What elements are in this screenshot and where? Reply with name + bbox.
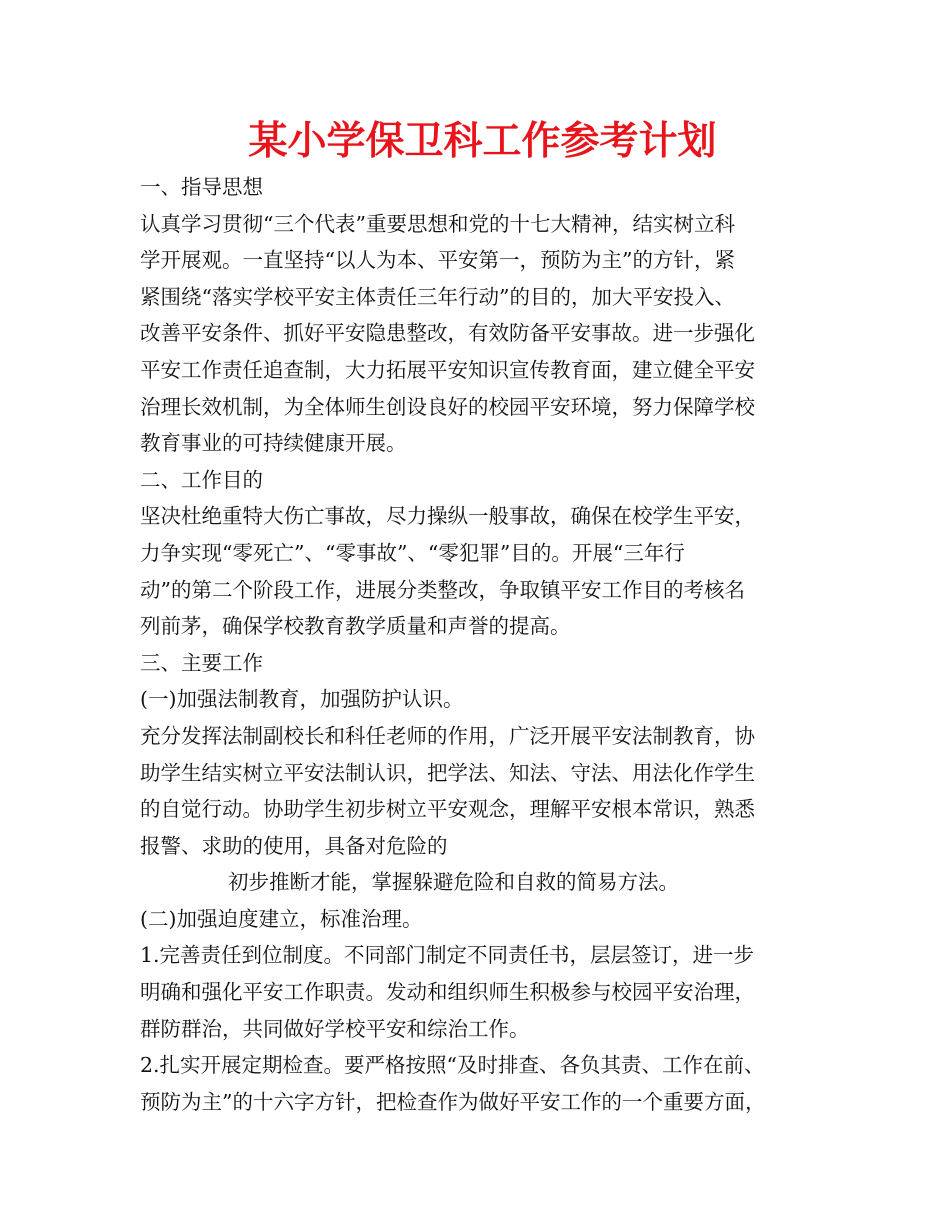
paragraph-line: 坚决杜绝重特大伤亡事故，尽力操纵一般事故，确保在校学生平安， <box>140 504 755 529</box>
paragraph-line-indented: 初步推断才能，掌握躲避危险和自救的简易方法。 <box>228 870 679 895</box>
subsection-heading-system-building: (二)加强迫度建立，标准治理。 <box>140 906 423 931</box>
numbered-item-1: 1.完善责任到位制度。不同部门制定不同责任书，层层签订，进一步 <box>140 943 755 968</box>
paragraph-line: 力争实现“零死亡”、“零事故”、“零犯罪”目的。开展“三年行 <box>140 540 685 565</box>
paragraph-line: 平安工作责任追查制，大力拓展平安知识宣传教育面，建立健全平安 <box>140 357 755 382</box>
subsection-heading-legal-education: (一)加强法制教育，加强防护认识。 <box>140 687 464 712</box>
section-heading-main-work: 三、主要工作 <box>140 650 263 675</box>
numbered-item-2: 2.扎实开展定期检查。要严格按照“及时排查、各负其责、工作在前、 <box>140 1053 765 1078</box>
paragraph-line: 群防群治，共同做好学校平安和综治工作。 <box>140 1016 530 1041</box>
document-title: 某小学保卫科工作参考计划 <box>248 119 717 164</box>
paragraph-line: 教育事业的可持续健康开展。 <box>140 431 407 456</box>
paragraph-line: 报警、求助的使用，具备对危险的 <box>140 833 448 858</box>
paragraph-line: 预防为主”的十六字方针，把检查作为做好平安工作的一个重要方面， <box>140 1089 766 1114</box>
paragraph-line: 明确和强化平安工作职责。发动和组织师生积极参与校园平安治理， <box>140 980 755 1005</box>
section-heading-guiding-ideology: 一、指导思想 <box>140 175 263 199</box>
paragraph-line: 列前茅，确保学校教育教学质量和声誉的提高。 <box>140 614 571 639</box>
document-body <box>140 169 825 1120</box>
section-heading-work-goals: 二、工作目的 <box>140 467 263 492</box>
paragraph-line: 充分发挥法制副校长和科任老师的作用，广泛开展平安法制教育，协 <box>140 723 755 748</box>
paragraph-line: 治理长效机制，为全体师生创设良好的校园平安环境，努力保障学校 <box>140 394 755 419</box>
paragraph-line: 紧围绕“落实学校平安主体责任三年行动”的目的，加大平安投入、 <box>140 284 735 309</box>
paragraph-line: 学开展观。一直坚持“以人为本、平安第一，预防为主”的方针，紧 <box>140 248 735 273</box>
paragraph-line: 助学生结实树立平安法制认识，把学法、知法、守法、用法化作学生 <box>140 760 755 785</box>
document-page <box>140 118 825 1120</box>
paragraph-line: 动”的第二个阶段工作，进展分类整改，争取镇平安工作目的考核名 <box>140 577 745 602</box>
paragraph-line: 的自觉行动。协助学生初步树立平安观念，理解平安根本常识，熟悉 <box>140 797 755 822</box>
paragraph-line: 认真学习贯彻“三个代表”重要思想和党的十七大精神，结实树立科 <box>140 211 735 236</box>
paragraph-line: 改善平安条件、抓好平安隐患整改，有效防备平安事故。进一步强化 <box>140 321 755 346</box>
